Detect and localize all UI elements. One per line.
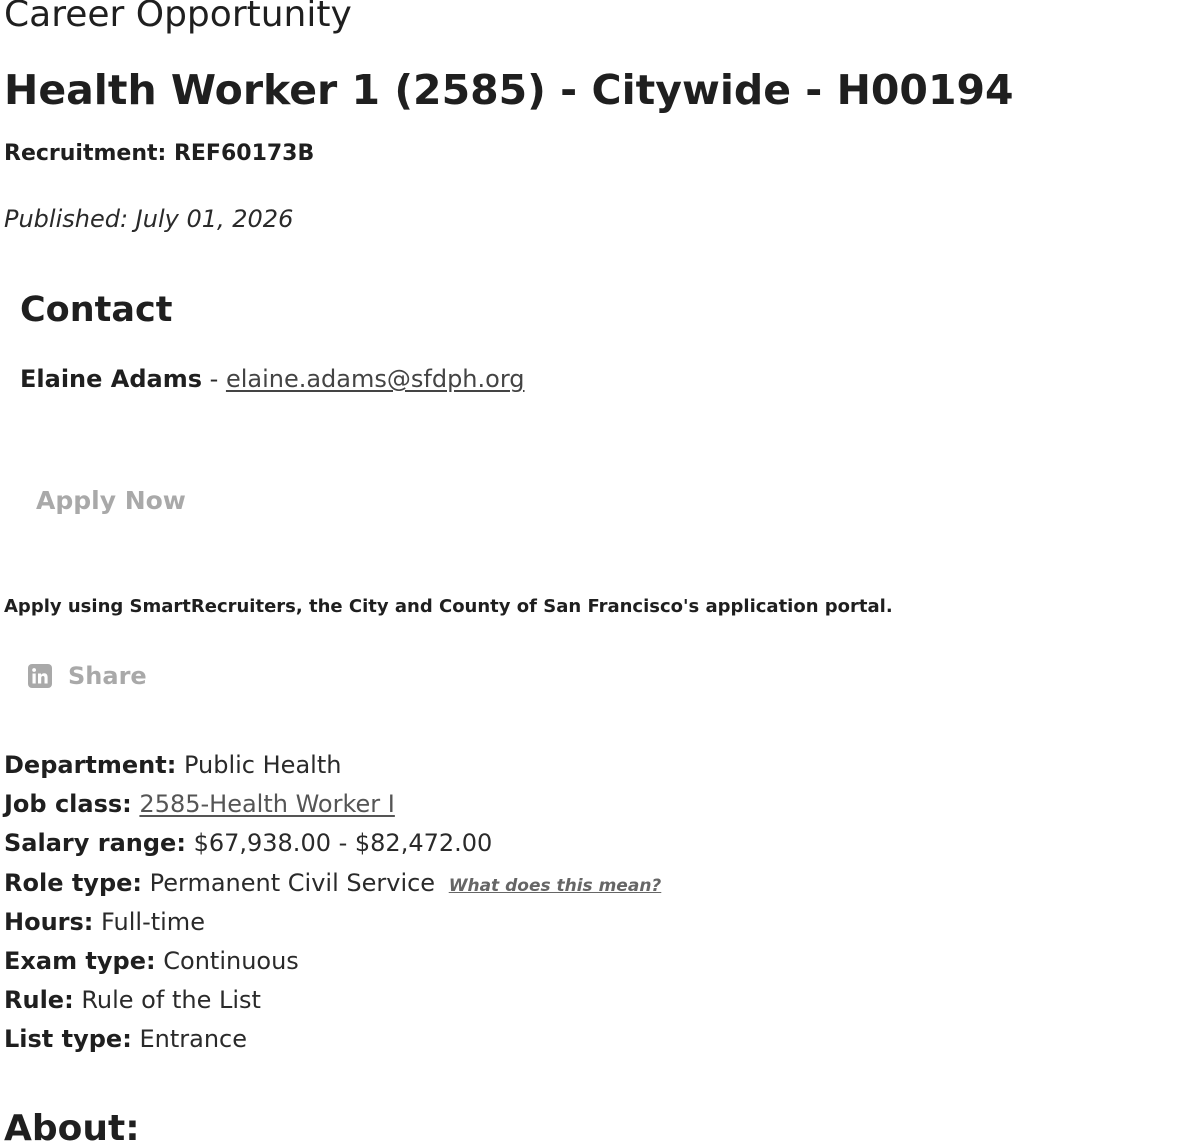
job-class-link[interactable]: 2585-Health Worker I [139, 790, 395, 819]
detail-job-class [4, 785, 661, 824]
share-linkedin-button[interactable] [28, 662, 147, 690]
detail-label: Department: [4, 751, 177, 779]
detail-label: Salary range: [4, 829, 186, 858]
detail-exam-type [4, 942, 661, 981]
detail-label: Role type: [4, 868, 142, 897]
detail-salary [4, 824, 661, 863]
contact-separator: - [202, 365, 226, 393]
detail-hours [4, 903, 661, 942]
detail-label: Exam type: [4, 946, 156, 975]
page-title: Health Worker 1 (2585) - Citywide - H00194 [4, 66, 1014, 114]
contact-heading: Contact [20, 290, 173, 330]
contact-email-link[interactable]: elaine.adams@sfdph.org [225, 365, 525, 393]
role-type-help-link[interactable]: What does this mean? [448, 875, 662, 896]
recruitment-id: Recruitment: REF60173B [4, 141, 315, 166]
detail-list-type [4, 1020, 661, 1059]
detail-department [4, 746, 661, 785]
page-eyebrow: Career Opportunity [4, 0, 352, 35]
apply-now-button[interactable]: Apply Now [20, 474, 202, 527]
detail-value: $67,938.00 - $82,472.00 [193, 829, 493, 858]
contact-name: Elaine Adams [20, 365, 203, 393]
detail-role-type [4, 864, 661, 903]
apply-note: Apply using SmartRecruiters, the City and County of San Francisco's application portal. [4, 596, 893, 617]
detail-value: Entrance [139, 1025, 247, 1054]
detail-label: Job class: [4, 790, 132, 819]
linkedin-icon [28, 664, 52, 688]
detail-label: List type: [4, 1025, 132, 1054]
published-date: Published: July 01, 2026 [4, 205, 294, 233]
detail-label: Rule: [4, 986, 74, 1015]
contact-line [20, 365, 525, 393]
detail-value: Rule of the List [81, 986, 261, 1015]
detail-label: Hours: [4, 907, 94, 936]
share-label: Share [68, 662, 147, 690]
detail-value: Public Health [183, 751, 342, 779]
detail-value: Full-time [101, 907, 205, 936]
detail-value: Continuous [163, 946, 299, 975]
detail-value: Permanent Civil Service [149, 868, 436, 897]
job-details [4, 746, 661, 1060]
detail-rule [4, 981, 661, 1020]
about-heading: About: [4, 1108, 140, 1145]
